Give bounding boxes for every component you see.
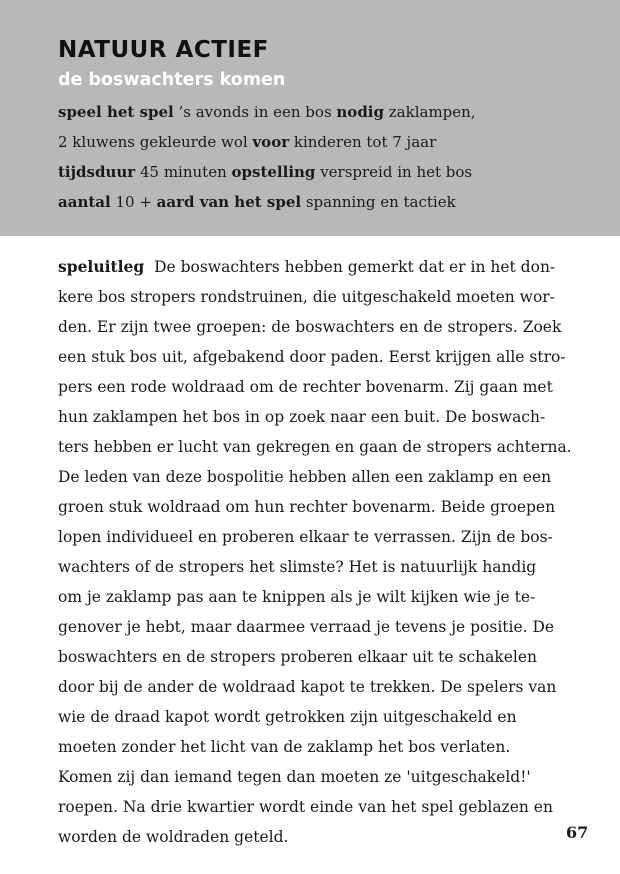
body-line: hun zaklampen het bos in op zoek naar een buit. De boswach-	[58, 408, 546, 426]
meta-value: 10 +	[110, 193, 157, 211]
meta-value: 2 kluwens gekleurde wol	[58, 133, 253, 151]
body-line: een stuk bos uit, afgebakend door paden. Eerst krijgen alle stro-	[58, 348, 566, 366]
meta-line	[58, 103, 476, 121]
body-line: moeten zonder het licht van de zaklamp het bos verlaten.	[58, 738, 511, 756]
meta-value: verspreid in het bos	[315, 163, 473, 181]
body-line: genover je hebt, maar daarmee verraad je tevens je positie. De	[58, 618, 555, 636]
meta-key: nodig	[336, 103, 384, 121]
meta-line	[58, 163, 472, 181]
meta-key: opstelling	[231, 163, 316, 181]
body-line: wachters of de stropers het slimste? Het is natuurlijk handig	[58, 558, 537, 576]
body-line: om je zaklamp pas aan te knippen als je wilt kijken wie je te-	[58, 588, 536, 606]
meta-value: spanning en tactiek	[301, 193, 456, 211]
body-line	[58, 252, 558, 282]
meta-key: aantal	[58, 193, 111, 211]
body-line: den. Er zijn twee groepen: de boswachters en de stropers. Zoek	[58, 318, 562, 336]
meta-value: zaklampen,	[384, 103, 476, 121]
meta-line	[58, 193, 456, 211]
meta-value: 45 minuten	[135, 163, 232, 181]
meta-value: ’s avonds in een bos	[173, 103, 337, 121]
meta-value: kinderen tot 7 jaar	[289, 133, 437, 151]
meta-key: aard van het spel	[156, 193, 302, 211]
header-panel	[0, 0, 620, 236]
category-title: NATUUR ACTIEF	[58, 37, 269, 63]
meta-line	[58, 133, 436, 151]
body-line: kere bos stropers rondstruinen, die uitgeschakeld moeten wor-	[58, 288, 555, 306]
meta-key: tijdsduur	[58, 163, 136, 181]
body-line: De leden van deze bospolitie hebben allen een zaklamp en een	[58, 468, 552, 486]
body-line: groen stuk woldraad om hun rechter bovenarm. Beide groepen	[58, 498, 556, 516]
body-line: boswachters en de stropers proberen elkaar uit te schakelen	[58, 648, 538, 666]
body-line: pers een rode woldraad om de rechter bovenarm. Zij gaan met	[58, 378, 553, 396]
body-line: wie de draad kapot wordt getrokken zijn uitgeschakeld en	[58, 708, 517, 726]
meta-key: voor	[252, 133, 290, 151]
explanation-label: speluitleg	[58, 257, 145, 276]
body-line-text: De boswachters hebben gemerkt dat er in het don-	[144, 258, 556, 276]
game-explanation	[58, 252, 572, 852]
body-line: ters hebben er lucht van gekregen en gaan de stropers achterna.	[58, 438, 572, 456]
body-line: roepen. Na drie kwartier wordt einde van het spel geblazen en	[58, 798, 553, 816]
page-number: 67	[566, 823, 589, 842]
body-line: lopen individueel en proberen elkaar te verrassen. Zijn de bos-	[58, 528, 553, 546]
body-line: door bij de ander de woldraad kapot te trekken. De spelers van	[58, 678, 557, 696]
game-title: de boswachters komen	[58, 70, 286, 90]
body-line: worden de woldraden geteld.	[58, 828, 289, 846]
body-line: Komen zij dan iemand tegen dan moeten ze 'uitgeschakeld!'	[58, 768, 531, 786]
meta-key: speel het spel	[58, 103, 174, 121]
